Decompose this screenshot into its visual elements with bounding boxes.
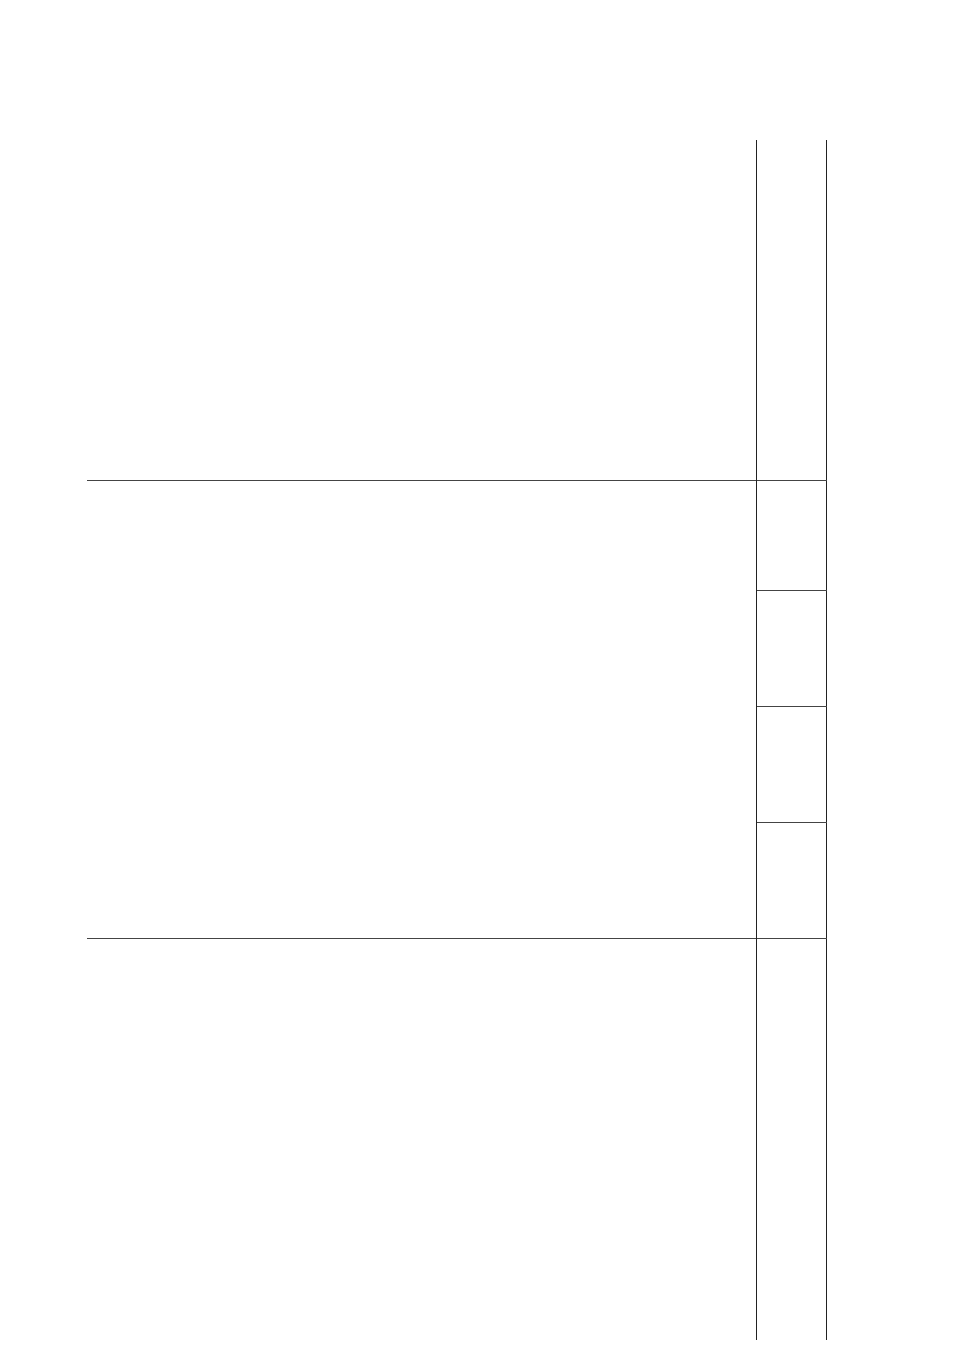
top-rule (826, 140, 827, 1340)
column-divider (757, 706, 827, 707)
column-divider (757, 590, 827, 591)
column-divider (87, 938, 827, 939)
column-divider (87, 480, 827, 481)
rotated-table (75, 140, 935, 1340)
header-rule (756, 140, 757, 1340)
column-divider (757, 822, 827, 823)
